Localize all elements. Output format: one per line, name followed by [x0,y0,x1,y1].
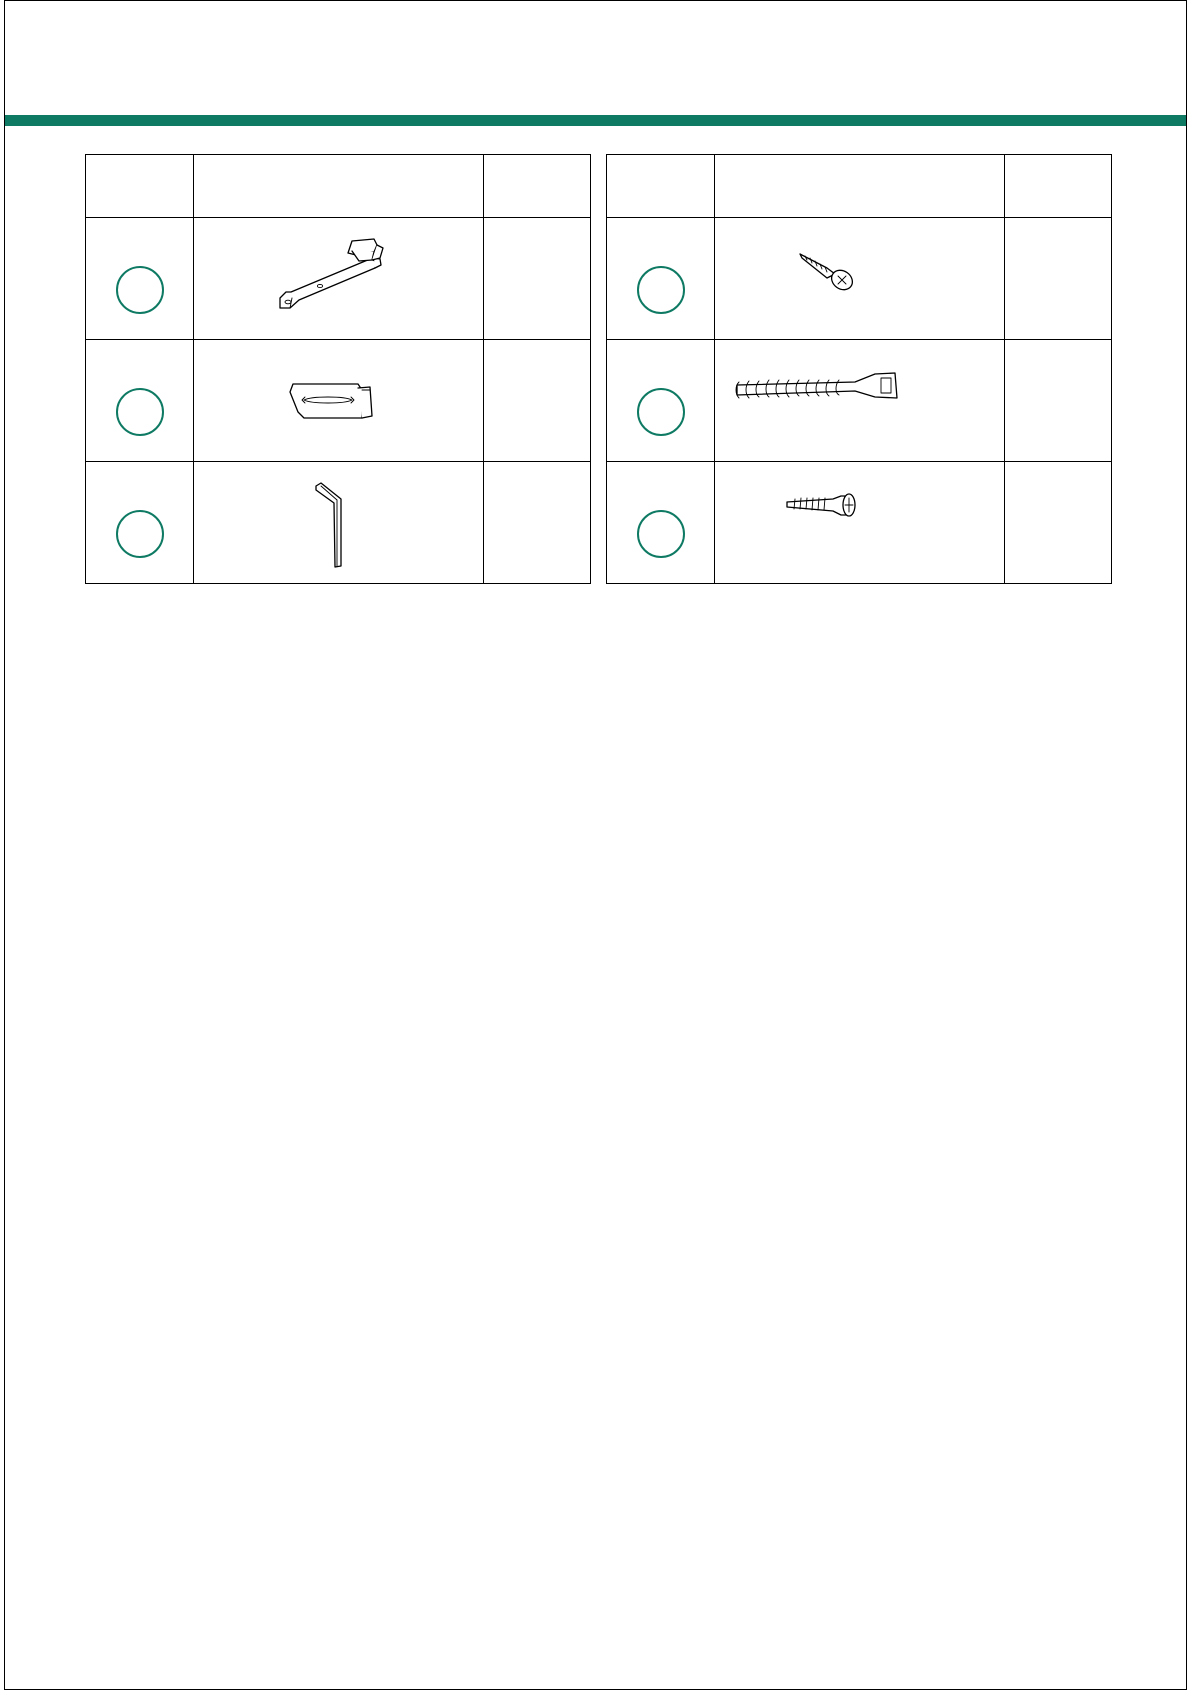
header-number [86,155,194,218]
part-picture-cell [715,340,1005,462]
table-row [607,218,1112,340]
part-number-cell [86,218,194,340]
table-row [607,340,1112,462]
header-picture [194,155,484,218]
part-picture-cell [194,218,484,340]
parts-table-right [606,154,1112,584]
part-number-circle [637,266,685,314]
allen-key-icon [194,462,484,583]
part-quantity-cell [1005,462,1112,584]
part-picture-cell [715,462,1005,584]
part-number-circle [637,510,685,558]
part-number-cell [607,218,715,340]
part-quantity-cell [1005,340,1112,462]
part-number-circle [637,388,685,436]
part-number-circle [116,510,164,558]
part-picture-cell [715,218,1005,340]
part-number-cell [86,340,194,462]
header-band [5,115,1186,126]
slotted-plate-clip-icon [194,340,484,461]
table-row [86,462,591,584]
table-row [86,340,591,462]
part-number-cell [607,340,715,462]
header-number [607,155,715,218]
part-picture-cell [194,340,484,462]
table-row [607,462,1112,584]
table-header-row [86,155,591,218]
short-pan-head-screw-icon [715,218,1005,339]
part-quantity-cell [484,218,591,340]
long-hex-socket-screw-icon [715,340,1005,461]
countersunk-phillips-screw-icon [715,462,1005,583]
part-number-cell [86,462,194,584]
table-header-row [607,155,1112,218]
part-number-circle [116,266,164,314]
header-quantity [1005,155,1112,218]
parts-table-left [85,154,591,584]
part-quantity-cell [484,340,591,462]
part-number-cell [607,462,715,584]
part-picture-cell [194,462,484,584]
part-number-circle [116,388,164,436]
hinge-bracket-icon [194,218,484,339]
part-quantity-cell [484,462,591,584]
part-quantity-cell [1005,218,1112,340]
header-picture [715,155,1005,218]
table-row [86,218,591,340]
header-quantity [484,155,591,218]
